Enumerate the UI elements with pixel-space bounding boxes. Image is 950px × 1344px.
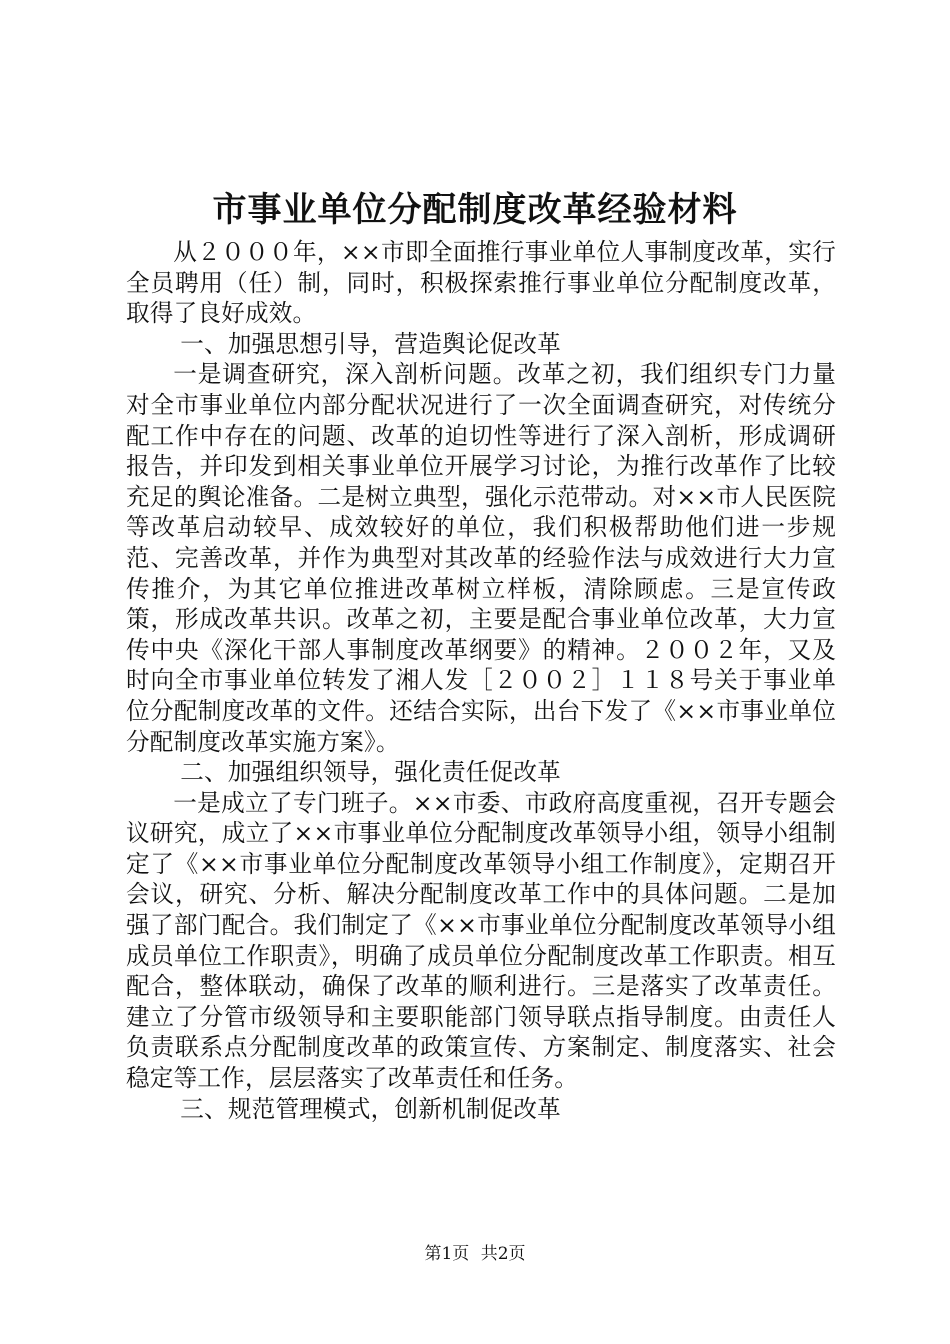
page-total: 共2页 — [480, 1244, 526, 1264]
section-heading-1: 一、加强思想引导，营造舆论促改革 — [180, 329, 561, 358]
document-title: 市事业单位分配制度改革经验材料 — [212, 190, 738, 230]
page-number: 第1页 — [424, 1244, 470, 1264]
section-heading-2: 二、加强组织领导，强化责任促改革 — [180, 758, 561, 787]
paragraph-intro: 从２０００年，××市即全面推行事业单位人事制度改革，实行全员聘用（任）制，同时，积极探索推行事业单位分配制度改革，取得了良好成效。 — [126, 238, 836, 328]
document-body — [126, 237, 836, 1124]
paragraph-section-1: 一是调查研究，深入剖析问题。改革之初，我们组织专门力量对全市事业单位内部分配状况进行了一次全面调查研究，对传统分配工作中存在的问题、改革的迫切性等进行了深入剖析，形成调研报告，并印发到相关事业单位开展学习讨论，为推行改革作了比较充足的舆论准备。二是树立典型，强化示范带动。对××市人民医院等改革启动较早、成效较好的单位，我们积极帮助他们进一步规范、完善改革，并作为典型对其改革的经验作法与成效进行大力宣传推介，为其它单位推进改革树立样板，清除顾虑。三是宣传政策，形成改革共识。改革之初，主要是配合事业单位改革，大力宣传中央《深化干部人事制度改革纲要》的精神。２００２年，又及时向全市事业单位转发了湘人发［２００２］１１８号关于事业单位分配制度改革的文件。还结合实际，出台下发了《××市事业单位分配制度改革实施方案》。 — [126, 360, 836, 756]
section-heading-3: 三、规范管理模式，创新机制促改革 — [180, 1094, 561, 1123]
paragraph-section-2: 一是成立了专门班子。××市委、市政府高度重视，召开专题会议研究，成立了××市事业单位分配制度改革领导小组，领导小组制定了《××市事业单位分配制度改革领导小组工作制度》，定期召开会议，研究、分析、解决分配制度改革工作中的具体问题。二是加强了部门配合。我们制定了《××市事业单位分配制度改革领导小组成员单位工作职责》，明确了成员单位分配制度改革工作职责。相互配合，整体联动，确保了改革的顺利进行。三是落实了改革责任。建立了分管市级领导和主要职能部门领导联点指导制度。由责任人负责联系点分配制度改革的政策宣传、方案制定、制度落实、社会稳定等工作，层层落实了改革责任和任务。 — [126, 788, 836, 1093]
page-footer — [0, 1242, 950, 1266]
